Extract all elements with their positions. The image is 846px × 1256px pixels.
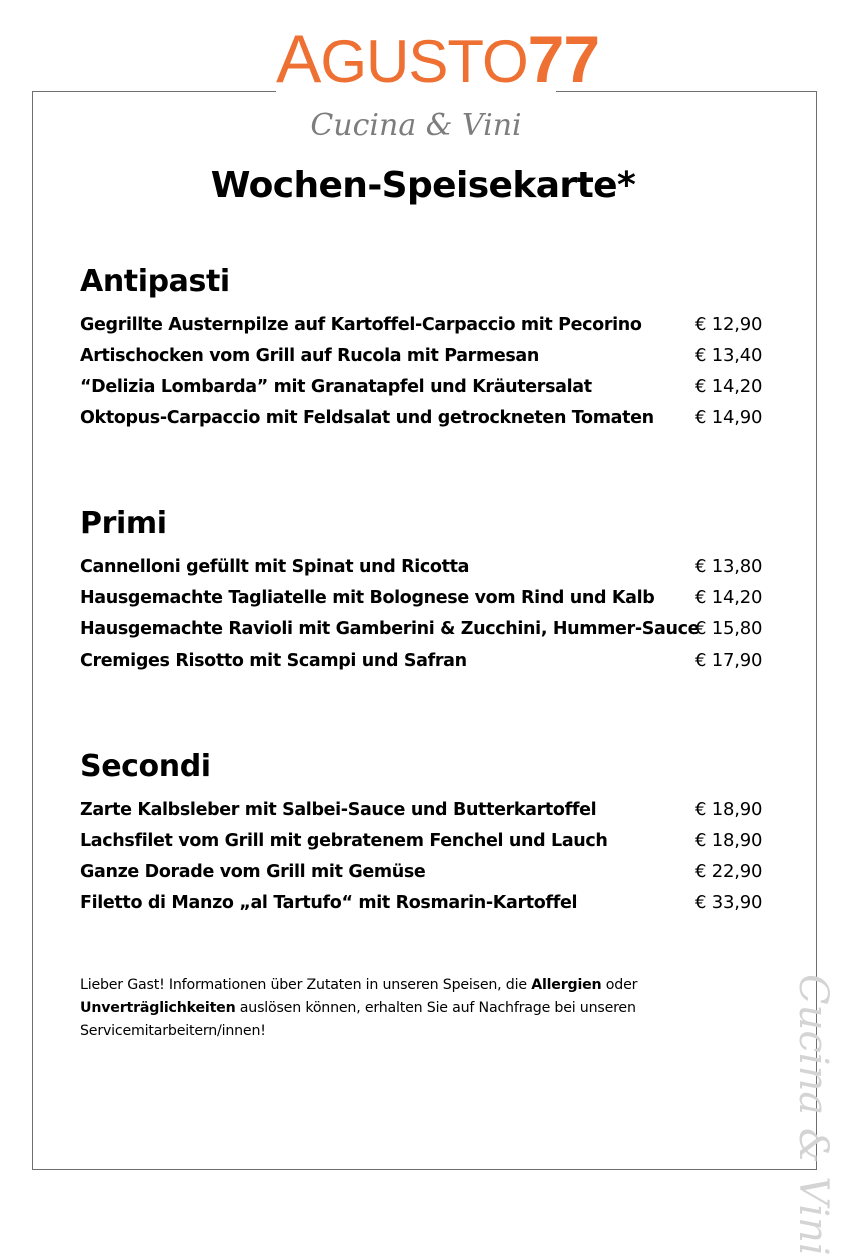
menu-item-name: Gegrillte Austernpilze auf Kartoffel-Carpaccio mit Pecorino (80, 315, 642, 335)
page-title: Wochen-Speisekarte* (210, 165, 636, 206)
menu-item-name: Hausgemachte Ravioli mit Gamberini & Zucchini, Hummer-Sauce (80, 619, 700, 639)
restaurant-logo (276, 18, 600, 143)
menu-item-price: € 22,90 (695, 861, 763, 882)
section-title-secondi: Secondi (80, 749, 211, 784)
menu-item-name: “Delizia Lombarda” mit Granatapfel und Kräutersalat (80, 377, 592, 397)
menu-item-price: € 13,40 (695, 345, 763, 366)
logo-wordmark: AGUSTO77 (276, 21, 600, 97)
menu-item (80, 618, 780, 649)
menu-item-price: € 15,80 (695, 618, 763, 639)
logo-subtitle: Cucina & Vini (310, 108, 522, 143)
menu-item (80, 345, 780, 376)
menu-item-name: Ganze Dorade vom Grill mit Gemüse (80, 862, 426, 882)
menu-item-price: € 13,80 (695, 556, 763, 577)
menu-item-price: € 14,20 (695, 376, 763, 397)
menu-item-name: Zarte Kalbsleber mit Salbei-Sauce und Butterkartoffel (80, 800, 597, 820)
menu-item-name: Oktopus-Carpaccio mit Feldsalat und getrockneten Tomaten (80, 408, 654, 428)
menu-item (80, 407, 780, 438)
menu-item-price: € 17,90 (695, 650, 763, 671)
section-title-primi: Primi (80, 506, 167, 541)
menu-item (80, 830, 780, 861)
menu-item-price: € 33,90 (695, 892, 763, 913)
menu-item-price: € 18,90 (695, 830, 763, 851)
menu-item-name: Lachsfilet vom Grill mit gebratenem Fenchel und Lauch (80, 831, 608, 851)
menu-item (80, 799, 780, 830)
menu-item-price: € 18,90 (695, 799, 763, 820)
menu-item (80, 376, 780, 407)
menu-item (80, 861, 780, 892)
allergy-note: Lieber Gast! Informationen über Zutaten in unseren Speisen, die Allergien oder Unverträglichkeiten auslösen können, erhalten Sie auf Nachfrage bei unseren Servicemitarbeitern/innen! (80, 977, 638, 1039)
menu-item (80, 556, 780, 587)
menu-item-name: Cannelloni gefüllt mit Spinat und Ricotta (80, 557, 470, 577)
watermark-cucina-vini: Cucina & Vini (790, 974, 836, 1256)
menu-item (80, 892, 780, 923)
menu-item-price: € 12,90 (695, 314, 763, 335)
menu-item-price: € 14,90 (695, 407, 763, 428)
menu-item-name: Hausgemachte Tagliatelle mit Bolognese vom Rind und Kalb (80, 588, 655, 608)
menu-item-name: Artischocken vom Grill auf Rucola mit Parmesan (80, 346, 539, 366)
menu-item (80, 650, 780, 681)
section-title-antipasti: Antipasti (80, 264, 230, 299)
menu-item-name: Filetto di Manzo „al Tartufo“ mit Rosmarin-Kartoffel (80, 893, 578, 913)
menu-item (80, 314, 780, 345)
menu-item (80, 587, 780, 618)
menu-item-name: Cremiges Risotto mit Scampi und Safran (80, 651, 467, 671)
menu-item-price: € 14,20 (695, 587, 763, 608)
